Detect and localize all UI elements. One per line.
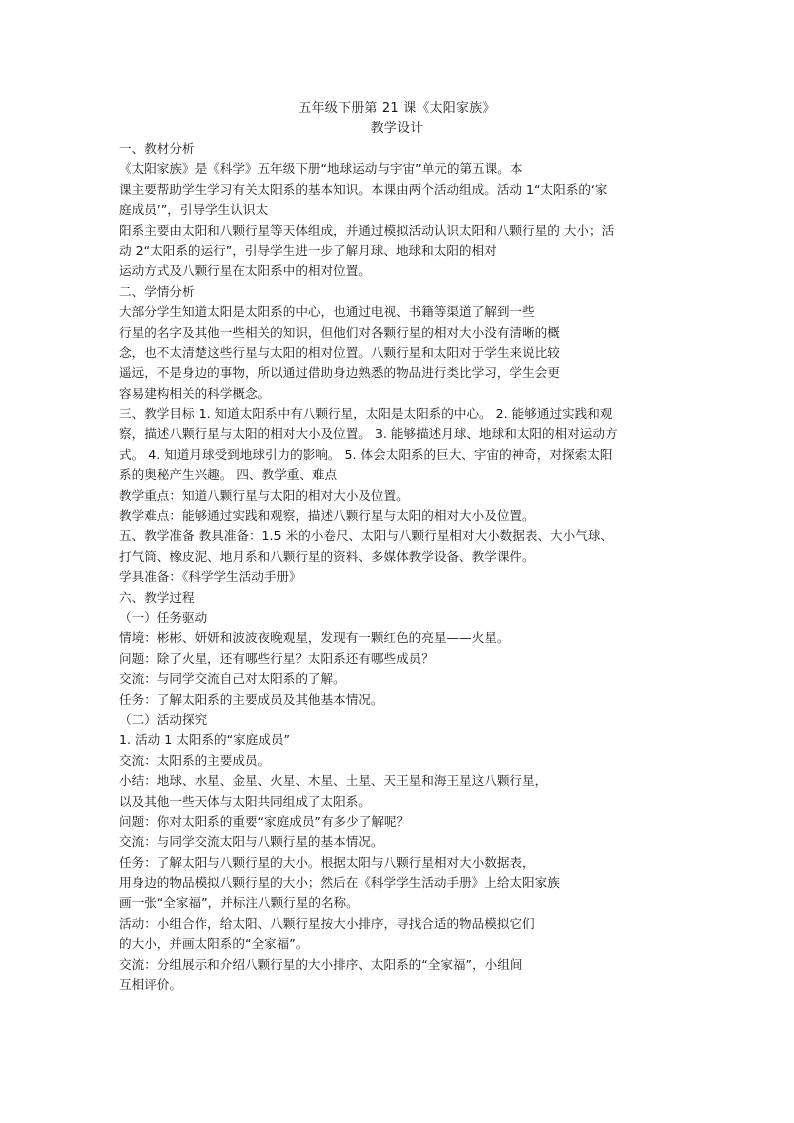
text-line: 五、教学准备 教具准备：1.5 米的小卷尺、太阳与八颗行星相对大小数据表、大小气球、	[119, 528, 614, 544]
text-line: 小结：地球、水星、金星、火星、木星、土星、天王星和海王星这八颗行星，	[119, 773, 548, 789]
text-line: 动 2“太阳系的运行”，引导学生进一步了解月球、地球和太阳的相对	[119, 242, 497, 258]
text-line: 教学难点：能够通过实践和观察，描述八颗行星与太阳的相对大小及位置。	[119, 508, 535, 524]
text-line: 活动：小组合作，给太阳、八颗行星按大小排序，寻找合适的物品模拟它们	[119, 915, 535, 931]
text-line: 交流：太阳系的主要成员。	[119, 752, 271, 768]
text-line: 画一张“全家福”，并标注八颗行星的名称。	[119, 895, 359, 911]
text-line: 式。 4. 知道月球受到地球引力的影响。 5. 体会太阳系的巨大、宇宙的神奇，对探索太阳	[119, 446, 613, 462]
text-line: 以及其他一些天体与太阳共同组成了太阳系。	[119, 793, 371, 809]
text-line: 1. 活动 1 太阳系的“家庭成员”	[119, 732, 291, 748]
text-line: 二、学情分析	[119, 283, 195, 299]
text-line: 容易建构相关的科学概念。	[119, 385, 271, 401]
text-line: 大部分学生知道太阳是太阳系的中心，也通过电视、书籍等渠道了解到一些	[119, 304, 535, 320]
text-line: 遥远，不是身边的事物，所以通过借助身边熟悉的物品进行类比学习，学生会更	[119, 365, 560, 381]
text-line: 察，描述八颗行星与太阳的相对大小及位置。 3. 能够描述月球、地球和太阳的相对运动方	[119, 426, 618, 442]
text-line: 任务：了解太阳系的主要成员及其他基本情况。	[119, 691, 384, 707]
text-line: 交流：与同学交流太阳与八颗行星的基本情况。	[119, 834, 384, 850]
text-line: 课主要帮助学生学习有关太阳系的基本知识。本课由两个活动组成。活动 1“太阳系的‘家	[119, 181, 608, 197]
text-line: 交流：分组展示和介绍八颗行星的大小排序、太阳系的“全家福”，小组间	[119, 956, 523, 972]
text-line: 《太阳家族》是《科学》五年级下册“地球运动与宇宙”单元的第五课。本	[119, 161, 523, 177]
text-line: 念，也不太清楚这些行星与太阳的相对位置。八颗行星和太阳对于学生来说比较	[119, 344, 560, 360]
text-line: 情境：彬彬、妍妍和波波夜晚观星，发现有一颗红色的亮星——火星。	[119, 630, 510, 646]
text-line: 庭成员’”，引导学生认识太	[119, 202, 269, 218]
text-line: （二）活动探究	[119, 711, 208, 727]
text-line: 行星的名字及其他一些相关的知识，但他们对各颗行星的相对大小没有清晰的概	[119, 324, 560, 340]
text-line: 阳系主要由太阳和八颗行星等天体组成，并通过模拟活动认识太阳和八颗行星的 大小；活	[119, 222, 615, 238]
text-line: 一、教材分析	[119, 141, 195, 156]
text-line: 六、教学过程	[119, 589, 195, 605]
document-body	[119, 139, 679, 995]
text-line: 运动方式及八颗行星在太阳系中的相对位置。	[119, 263, 371, 279]
text-line: （一）任务驱动	[119, 609, 208, 625]
text-line: 系的奥秘产生兴趣。 四、教学重、难点	[119, 467, 338, 483]
text-line: 问题：你对太阳系的重要“家庭成员”有多少了解呢？	[119, 813, 410, 829]
document-subtitle: 教学设计	[370, 121, 424, 136]
text-line: 用身边的物品模拟八颗行星的大小；然后在《科学学生活动手册》上给太阳家族	[119, 875, 560, 891]
text-line: 教学重点：知道八颗行星与太阳的相对大小及位置。	[119, 487, 409, 503]
text-line: 的大小，并画太阳系的“全家福”。	[119, 936, 309, 952]
text-line: 互相评价。	[119, 977, 182, 993]
text-line: 问题：除了火星，还有哪些行星？太阳系还有哪些成员？	[119, 650, 434, 666]
text-line: 三、教学目标 1. 知道太阳系中有八颗行星，太阳是太阳系的中心。 2. 能够通过实践和观	[119, 406, 613, 422]
text-line: 打气筒、橡皮泥、地月系和八颗行星的资料、多媒体教学设备、教学课件。	[119, 548, 535, 564]
document-title: 五年级下册第 21 课《太阳家族》	[298, 101, 496, 116]
text-line: 任务：了解太阳与八颗行星的大小。根据太阳与八颗行星相对大小数据表，	[119, 854, 535, 870]
text-line: 学具准备：《科学学生活动手册》	[119, 569, 302, 585]
text-line: 交流：与同学交流自己对太阳系的了解。	[119, 671, 346, 687]
